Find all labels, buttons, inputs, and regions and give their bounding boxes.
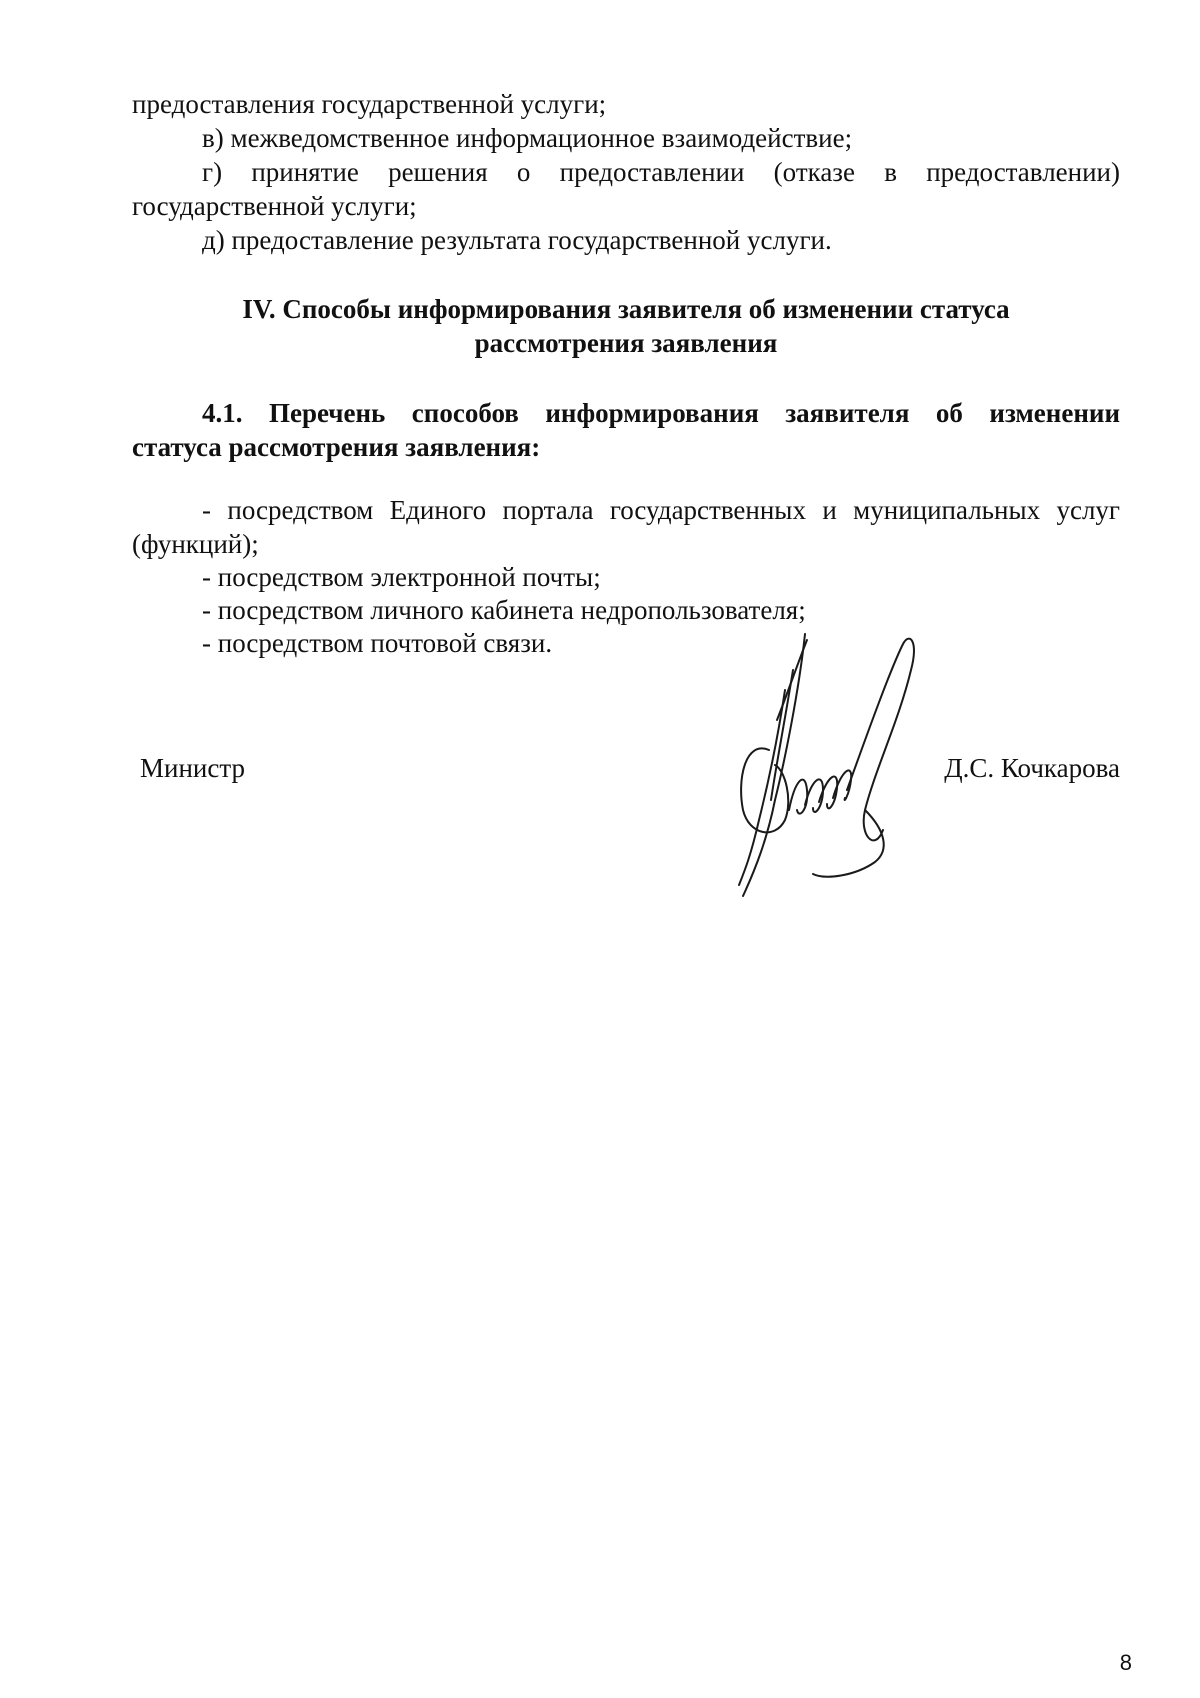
section-heading-line1: IV. Способы информирования заявителя об изменении статуса — [242, 294, 1010, 324]
signatory-name: Д.С. Кочкарова — [944, 753, 1120, 783]
method-cabinet: - посредством личного кабинета недропользователя; — [202, 595, 806, 625]
section-heading-line2: рассмотрения заявления — [474, 328, 778, 358]
method-portal-line1: - посредством Единого портала государственных и муниципальных услуг — [202, 495, 1120, 525]
list-item-g-line1: г) принятие решения о предоставлении (отказе в предоставлении) — [202, 157, 1120, 187]
page-number: 8 — [1119, 1650, 1132, 1675]
subsection-heading-line2: статуса рассмотрения заявления: — [132, 432, 541, 462]
continuation-line: предоставления государственной услуги; — [132, 89, 607, 119]
method-email: - посредством электронной почты; — [202, 562, 601, 592]
handwritten-signature — [715, 630, 925, 900]
list-item-v: в) межведомственное информационное взаимодействие; — [202, 123, 853, 153]
signatory-title: Министр — [140, 753, 245, 783]
list-item-g-line2: государственной услуги; — [132, 191, 417, 221]
subsection-heading-line1: 4.1. Перечень способов информирования заявителя об изменении — [202, 398, 1120, 428]
method-portal-line2: (функций); — [132, 529, 259, 559]
method-post: - посредством почтовой связи. — [202, 628, 553, 658]
list-item-d: д) предоставление результата государственной услуги. — [202, 225, 832, 255]
